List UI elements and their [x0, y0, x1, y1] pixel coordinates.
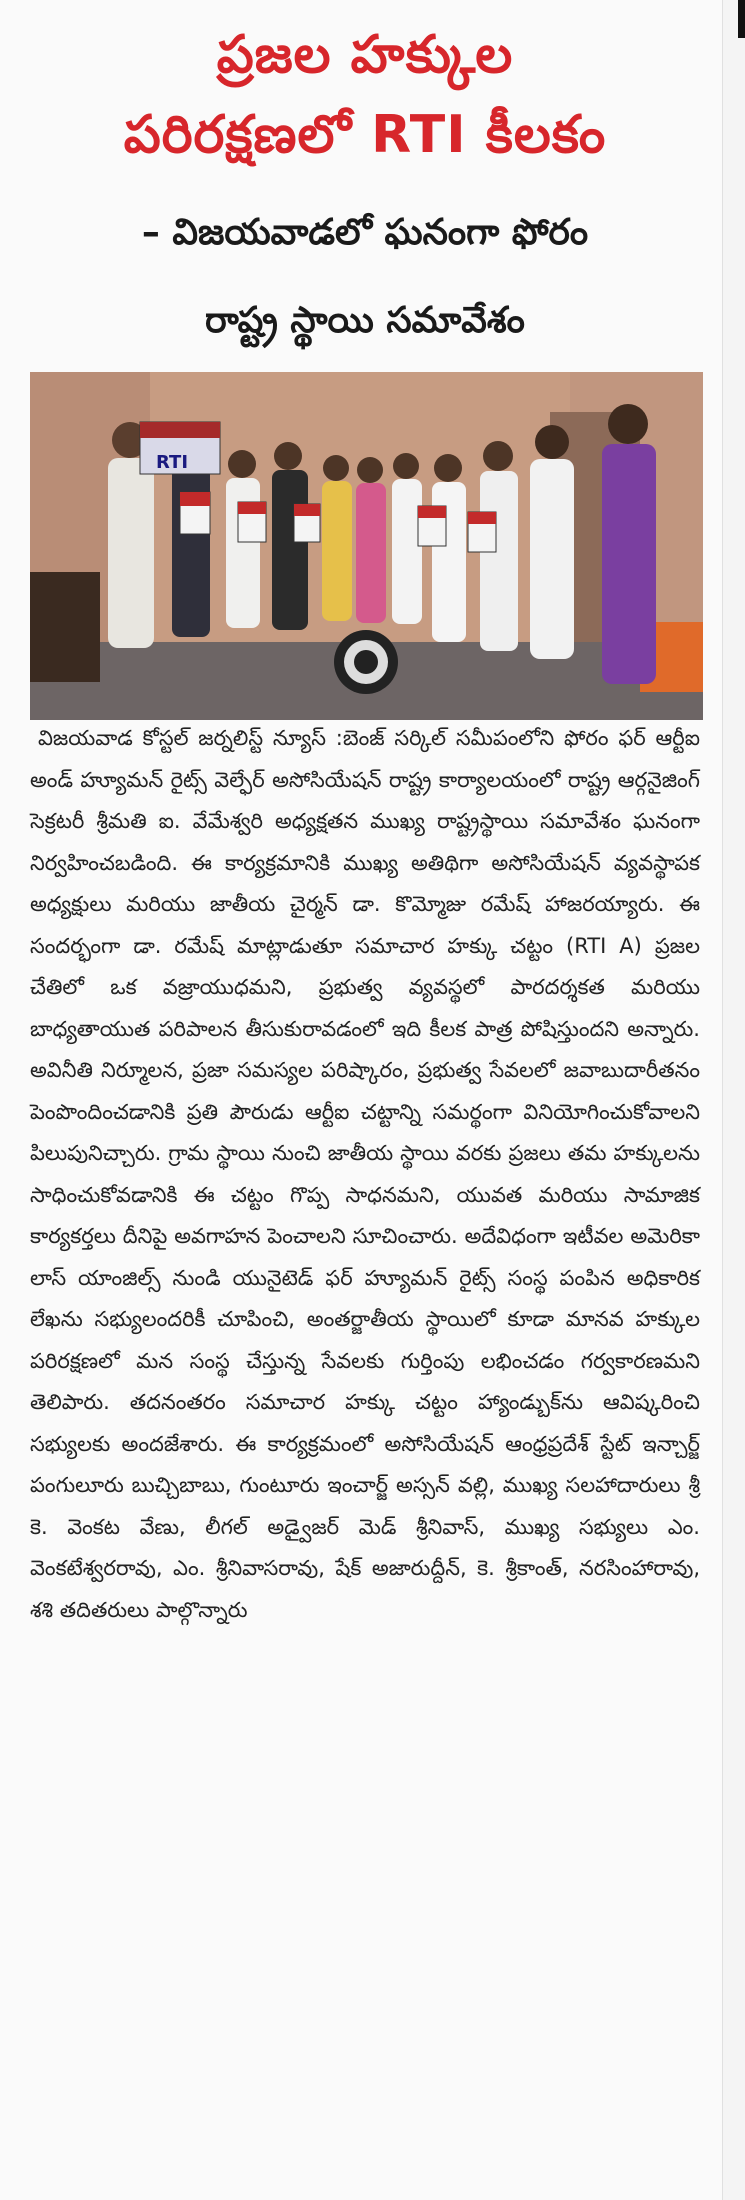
headline-line-1: ప్రజల హక్కుల	[216, 25, 514, 85]
subheadline-line-1: – విజయవాడలో ఘనంగా ఫోరం	[141, 212, 589, 253]
article-body	[30, 718, 700, 1631]
group-photo-illustration	[30, 372, 703, 720]
poster-rti-text: RTI	[156, 452, 189, 473]
column-marker	[738, 0, 745, 38]
headline-line-2: పరిరక్షణలో RTI కీలకం	[123, 105, 607, 165]
adjacent-column-edge	[722, 0, 745, 2200]
subheadline-line-2: రాష్ట్ర స్థాయి సమావేశం	[205, 300, 525, 341]
article-paragraph: విజయవాడ కోస్టల్ జర్నలిస్ట్ న్యూస్ :బెంజ్ సర్కిల్ సమీపంలోని ఫోరం ఫర్ ఆర్టీఐ అండ్ హ్యూమన్ రైట్స్ వెల్ఫేర్ అసోసియేషన్ రాష్ట్ర కార్యాలయంలో రాష్ట్ర ఆర్గనైజింగ్ సెక్రటరీ శ్రీమతి ఐ. వేమేశ్వరి అధ్యక్షతన ముఖ్య రాష్ట్రస్థాయి సమావేశం ఘనంగా నిర్వహించబడింది. ఈ కార్యక్రమానికి ముఖ్య అతిథిగా అసోసియేషన్ వ్యవస్థాపక అధ్యక్షులు మరియు జాతీయ చైర్మన్ డా. కొమ్మోజు రమేష్ హాజరయ్యారు. ఈ సందర్భంగా డా. రమేష్ మాట్లాడుతూ సమాచార హక్కు చట్టం (RTI A) ప్రజల చేతిలో ఒక వజ్రాయుధమని, ప్రభుత్వ వ్యవస్థలో పారదర్శకత మరియు బాధ్యతాయుత పరిపాలన తీసుకురావడంలో ఇది కీలక పాత్ర పోషిస్తుందని అన్నారు. అవినీతి నిర్మూలన, ప్రజా సమస్యల పరిష్కారం, ప్రభుత్వ సేవలలో జవాబుదారీతనం పెంపొందించడానికి ప్రతి పౌరుడు ఆర్టీఐ చట్టాన్ని సమర్థంగా వినియోగించుకోవాలని పిలుపునిచ్చారు. గ్రామ స్థాయి నుంచి జాతీయ స్థాయి వరకు ప్రజలు తమ హక్కులను సాధించుకోవడానికి ఈ చట్టం గొప్ప సాధనమని, యువత మరియు సామాజిక కార్యకర్తలు దీనిపై అవగాహన పెంచాలని సూచించారు. అదేవిధంగా ఇటీవల అమెరికా లాస్ యాంజిల్స్ నుండి యునైటెడ్ ఫర్ హ్యూమన్ రైట్స్ సంస్థ పంపిన అధికారిక లేఖను సభ్యులందరికీ చూపించి, అంతర్జాతీయ స్థాయిలో కూడా మానవ హక్కుల పరిరక్షణలో మన సంస్థ చేస్తున్న సేవలకు గుర్తింపు లభించడం గర్వకారణమని తెలిపారు. తదనంతరం సమాచార హక్కు చట్టం హ్యాండ్బుక్‌ను ఆవిష్కరించి సభ్యులకు అందజేశారు. ఈ కార్యక్రమంలో అసోసియేషన్ ఆంధ్రప్రదేశ్ స్టేట్ ఇన్చార్జ్ పంగులూరు బుచ్చిబాబు, గుంటూరు ఇంచార్జ్ అస్సన్ వల్లి, ముఖ్య సలహాదారులు శ్రీ కె. వెంకట వేణు, లీగల్ అడ్వైజర్ మెడ్ శ్రీనివాస్, ముఖ్య సభ్యులు ఎం. వెంకటేశ్వరరావు, ఎం. శ్రీనివాసరావు, షేక్ అజారుద్దీన్, కె. శ్రీకాంత్, నరసింహారావు, శశి తదితరులు పాల్గొన్నారు	[30, 726, 700, 1622]
news-photo	[30, 372, 703, 720]
